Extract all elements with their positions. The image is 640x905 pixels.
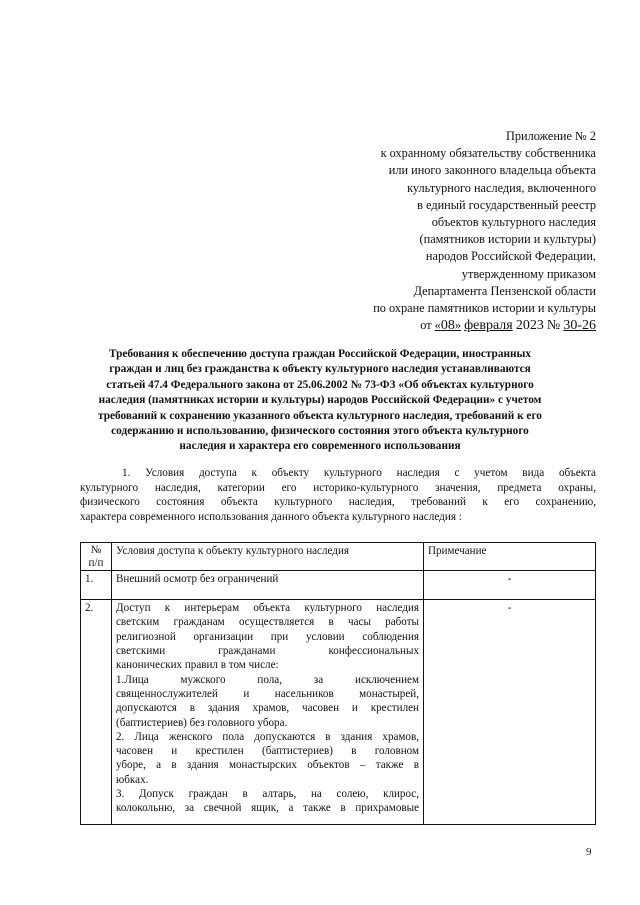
condition-line: религиозной организации при условии соблюдения [116, 630, 419, 643]
row-number: 1. [81, 571, 112, 600]
header-condition-cell: Условия доступа к объекту культурного наследия [112, 543, 424, 571]
requirements-heading [80, 347, 560, 455]
condition-line: 2. Лица женского пола допускаются в здания храмов, [116, 730, 419, 743]
page-number: 9 [586, 846, 592, 858]
condition-line: светскими гражданами конфессиональных [116, 645, 419, 658]
header-number-sign: № [90, 544, 102, 556]
appendix-line: или иного законного владельца объекта [388, 163, 596, 178]
order-day: 08 [440, 318, 455, 334]
condition-line: колокольню, за свечной ящик, а также в прихрамовые [116, 802, 419, 815]
table-header-row [81, 543, 596, 571]
condition-line: 3. Допуск граждан в алтарь, на солею, клирос, [116, 788, 419, 801]
order-date-line [266, 317, 596, 334]
condition-line: канонических правил в том числе: [116, 659, 279, 672]
table-row [81, 600, 596, 825]
order-number-sign: № [546, 318, 561, 334]
paragraph-line: физического состояния объекта культурного наследия, требований к его сохранению, [80, 496, 596, 509]
row-number: 2. [81, 600, 112, 825]
condition-line: уборе, а в здания монастырских объектов – также в [116, 759, 419, 772]
condition-line: Внешний осмотр без ограничений [116, 573, 279, 586]
appendix-line: Приложение № 2 [505, 129, 596, 143]
row-note: - [424, 571, 596, 600]
appendix-line: народов Российской Федерации, [425, 249, 596, 264]
condition-line: светским гражданам осуществляется в часы работы [116, 616, 419, 629]
header-number-cell [81, 543, 112, 571]
row-condition [112, 571, 424, 600]
header-number-label: п/п [88, 556, 104, 569]
order-prefix: от [420, 318, 432, 333]
heading-line: статьей 47.4 Федерального закона от 25.06.2002 № 73-ФЗ «Об объектах культурного [106, 378, 534, 391]
appendix-line: объектов культурного наследия [431, 215, 596, 230]
appendix-line: (памятников истории и культуры) [419, 232, 596, 247]
appendix-line: в единый государственный реестр [417, 197, 596, 212]
appendix-line: к охранному обязательству собственника [380, 146, 596, 161]
appendix-line: Департамента Пензенской области [413, 283, 596, 298]
heading-line: граждан и лиц без гражданства к объекту культурного наследия устанавливаются [109, 363, 531, 376]
row-condition [112, 600, 424, 825]
condition-line: допускаются в здания храмов, часовен и крестилен [116, 702, 419, 715]
heading-line: требований к сохранению указанного объекта культурного наследия, требований к его [98, 409, 542, 422]
appendix-block [266, 128, 596, 334]
table-row [81, 571, 596, 600]
condition-line: священнослужителей и насельников монастырей, [116, 687, 419, 700]
paragraph-1 [80, 466, 596, 524]
order-number: 30-26 [563, 318, 596, 334]
paragraph-line: культурного наследия, категории его историко-культурного значения, предмета охраны, [80, 481, 596, 494]
heading-line: Требования к обеспечению доступа граждан Российской Федерации, иностранных [109, 348, 531, 360]
condition-line: часовен и крестилен (баптистериев) в головном [116, 745, 419, 758]
heading-line: наследия (памятниках истории и культуры) народов Российской Федерации» с учетом [98, 394, 542, 407]
header-note-cell: Примечание [424, 543, 596, 571]
paragraph-line: 1. Условия доступа к объекту культурного наследия с учетом вида объекта [122, 467, 596, 479]
paragraph-line: характера современного использования данного объекта культурного наследия : [80, 510, 462, 523]
appendix-line: по охране памятников истории и культуры [373, 301, 596, 316]
appendix-line: утвержденному приказом [461, 266, 596, 281]
condition-line: (баптистериев) без головного убора. [116, 716, 288, 729]
order-month: февраля [464, 318, 513, 334]
heading-line: наследия и характера его современного использования [179, 440, 461, 453]
condition-line: юбках. [116, 773, 149, 786]
heading-line: содержанию и использованию, физического состояния этого объекта культурного [111, 425, 529, 438]
row-note: - [424, 600, 596, 825]
appendix-line: культурного наследия, включенного [407, 180, 596, 195]
condition-line: Доступ к интерьерам объекта культурного наследия [116, 602, 419, 615]
access-conditions-table [80, 542, 596, 825]
order-day-open: « [434, 318, 441, 333]
order-day-close: » [454, 318, 461, 333]
order-year: 2023 [515, 318, 544, 334]
condition-line: 1.Лица мужского пола, за исключением [116, 673, 419, 686]
